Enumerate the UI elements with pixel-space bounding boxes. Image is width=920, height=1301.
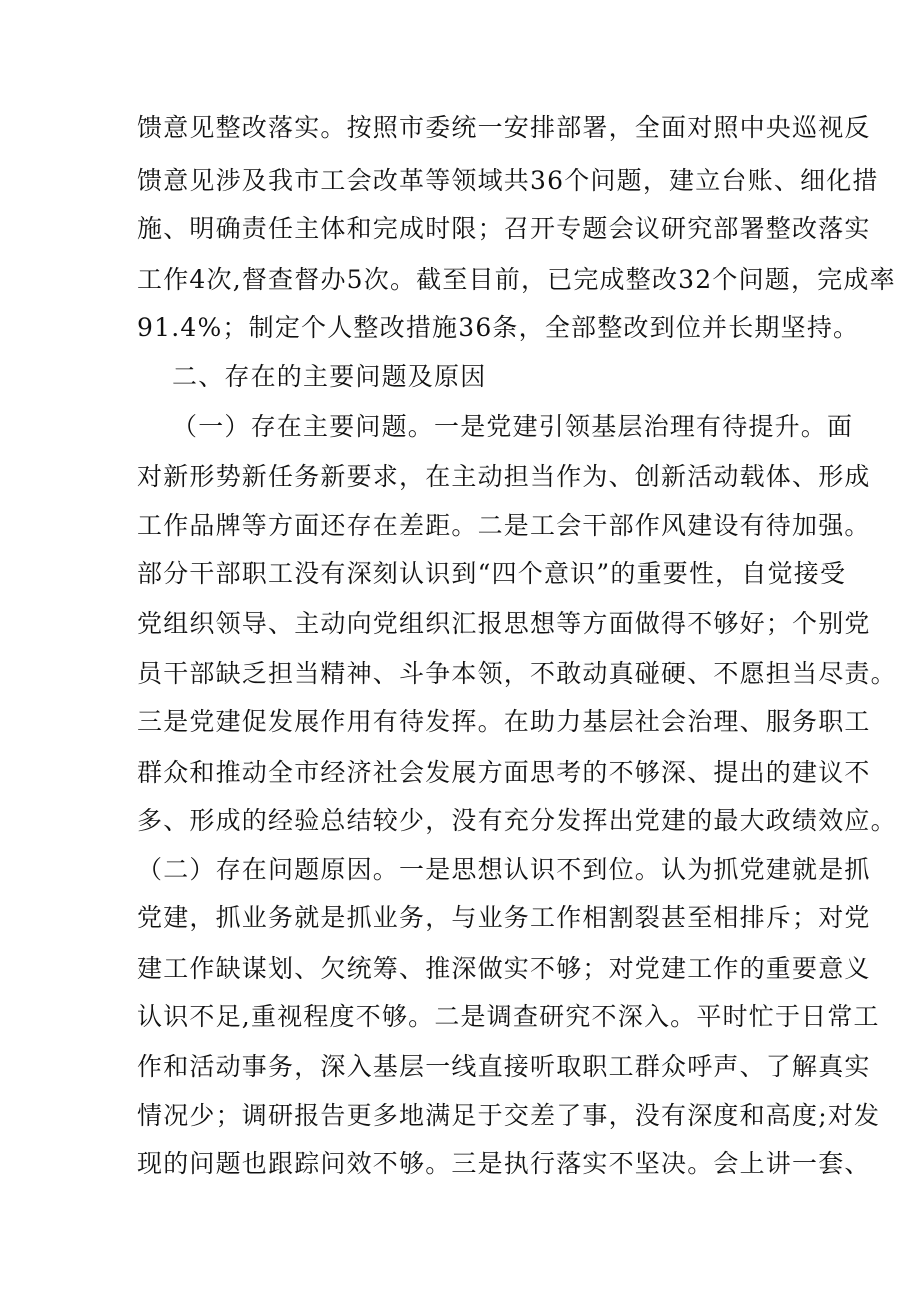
body-text-line: 建工作缺谋划、欠统筹、推深做实不够；对党建工作的重要意义 — [137, 954, 871, 983]
body-text-line: （一）存在主要问题。一是党建引领基层治理有待提升。面 — [172, 412, 854, 441]
body-text-line: 认识不足,重视程度不够。二是调查研究不深入。平时忙于日常工 — [137, 1002, 880, 1031]
body-text-line: （二）存在问题原因。一是思想认识不到位。认为抓党建就是抓 — [137, 855, 871, 884]
body-text-line: 员干部缺乏担当精神、斗争本领，不敢动真碰硬、不愿担当尽责。 — [137, 659, 897, 688]
body-text-line: 部分干部职工没有深刻认识到“四个意识”的重要性，自觉接受 — [137, 559, 847, 588]
body-text-line: 现的问题也跟踪问效不够。三是执行落实不坚决。会上讲一套、 — [137, 1149, 871, 1178]
body-text-line: 馈意见涉及我市工会改革等领域共36个问题，建立台账、细化措 — [137, 166, 879, 195]
body-text-line: 对新形势新任务新要求，在主动担当作为、创新活动载体、形成 — [137, 462, 871, 491]
body-text-line: 党建，抓业务就是抓业务，与业务工作相割裂甚至相排斥；对党 — [137, 903, 871, 932]
body-text-line: 多、形成的经验总结较少，没有充分发挥出党建的最大政绩效应。 — [137, 806, 897, 835]
body-text-line: 党组织领导、主动向党组织汇报思想等方面做得不够好；个别党 — [137, 609, 871, 638]
body-text-line: 三是党建促发展作用有待发挥。在助力基层社会治理、服务职工 — [137, 707, 871, 736]
body-text-line: 群众和推动全市经济社会发展方面思考的不够深、提出的建议不 — [137, 758, 871, 787]
body-text-line: 91.4%；制定个人整改措施36条，全部整改到位并长期坚持。 — [137, 313, 860, 342]
body-text-line: 工作4次,督查督办5次。截至目前，已完成整改32个问题，完成率 — [137, 265, 896, 294]
section-heading: 二、存在的主要问题及原因 — [172, 362, 487, 391]
body-text-line: 馈意见整改落实。按照市委统一安排部署，全面对照中央巡视反 — [137, 113, 871, 142]
body-text-line: 施、明确责任主体和完成时限；召开专题会议研究部署整改落实 — [137, 214, 871, 243]
body-text-line: 情况少；调研报告更多地满足于交差了事，没有深度和高度;对发 — [137, 1101, 881, 1130]
body-text-line: 工作品牌等方面还存在差距。二是工会干部作风建设有待加强。 — [137, 511, 871, 540]
body-text-line: 作和活动事务，深入基层一线直接听取职工群众呼声、了解真实 — [137, 1052, 871, 1081]
